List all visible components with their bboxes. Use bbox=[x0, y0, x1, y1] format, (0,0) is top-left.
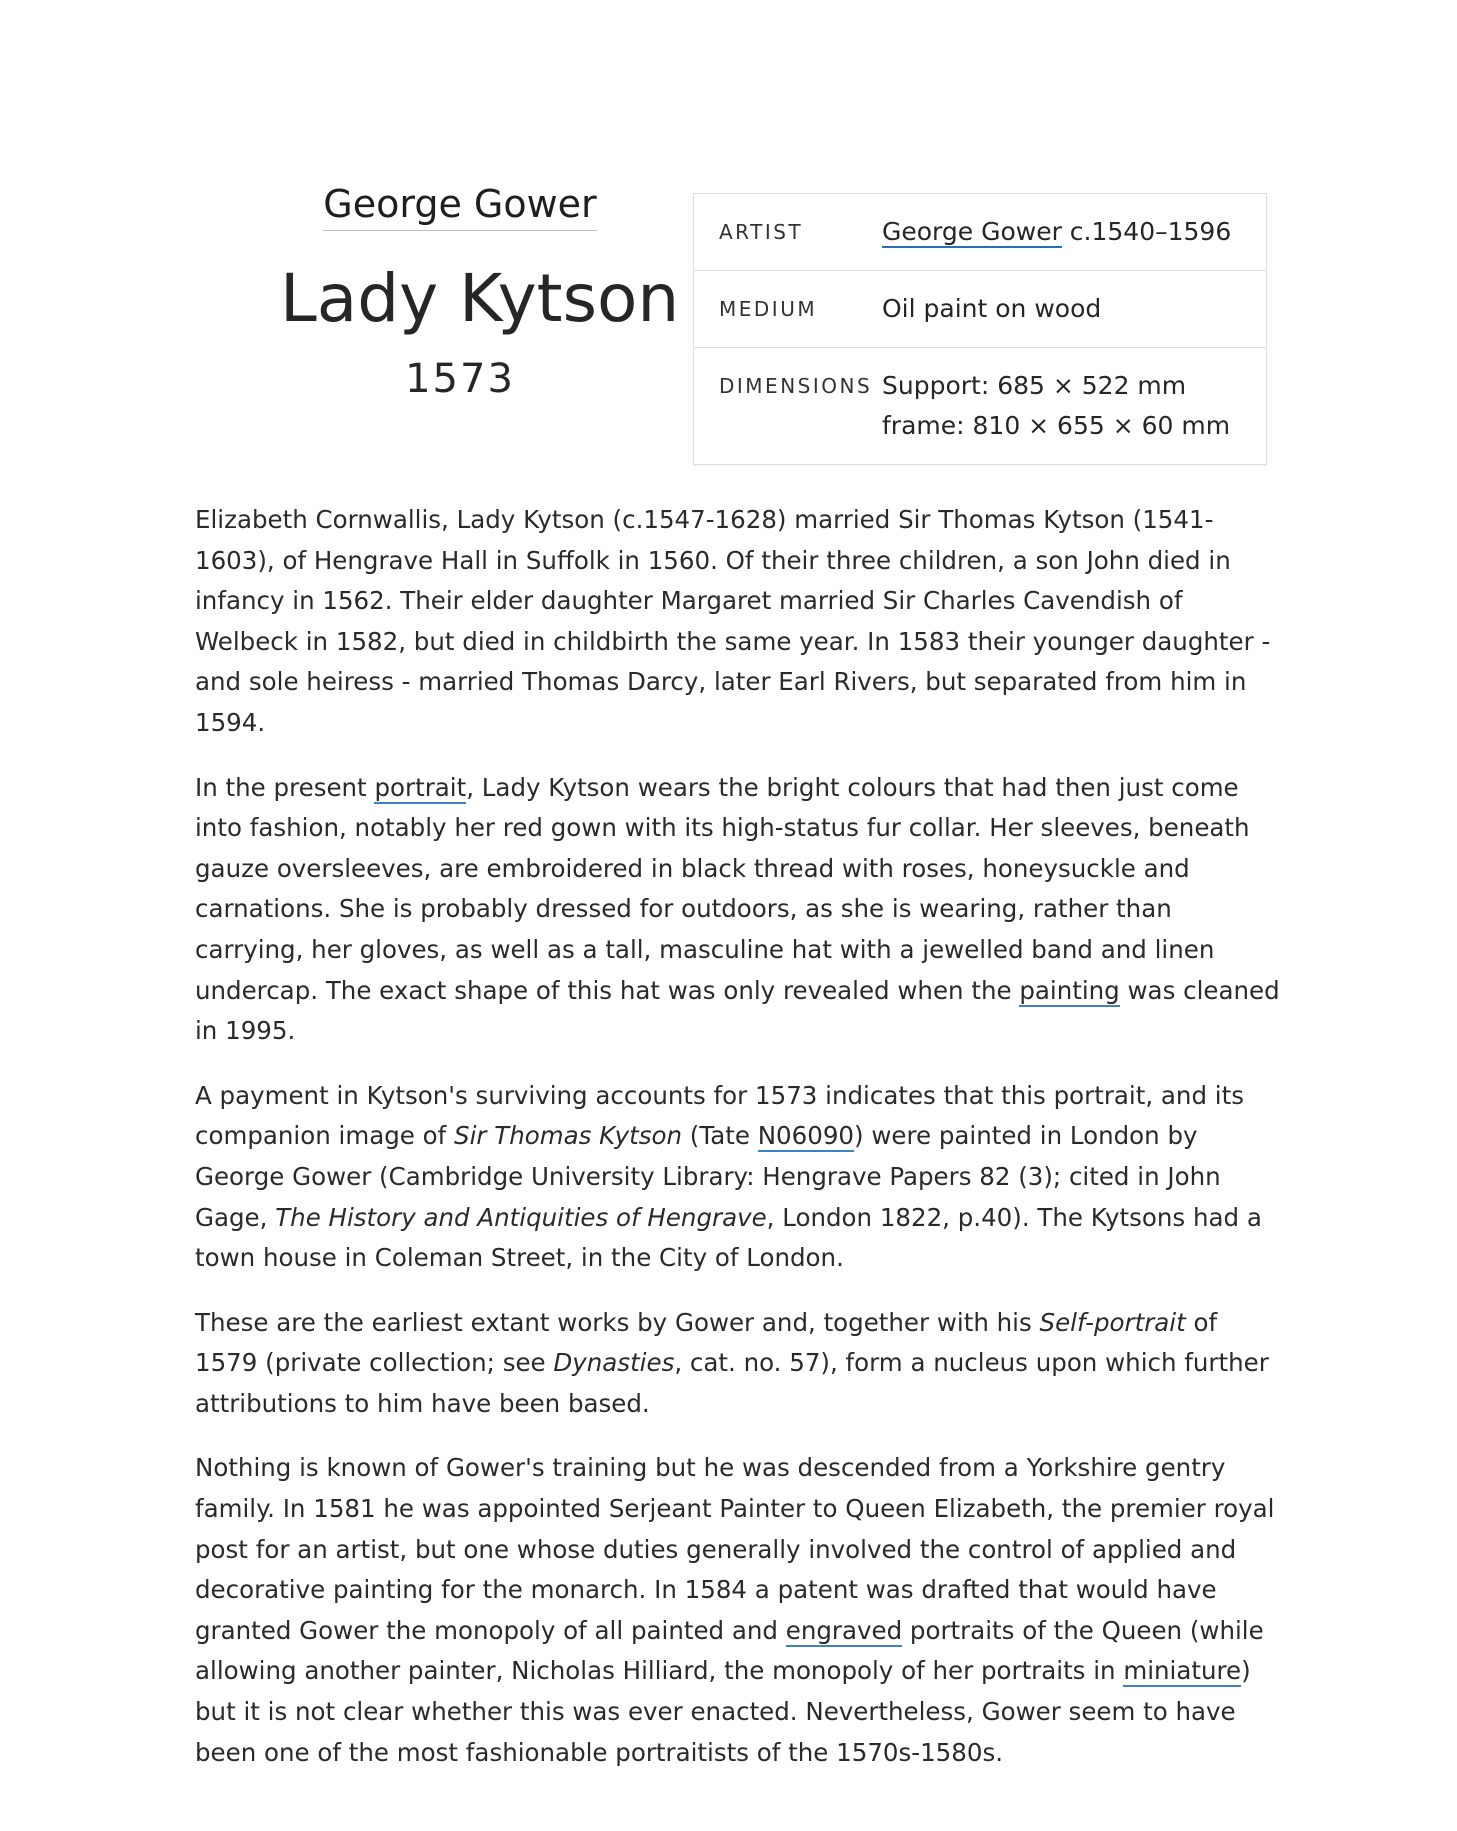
text-segment: , London 1822, p.40). The Kytsons had a town house in Coleman Street, in the City of London. bbox=[195, 1202, 1262, 1273]
metadata-label-medium: MEDIUM bbox=[719, 297, 818, 321]
metadata-artist-link[interactable]: George Gower bbox=[882, 217, 1062, 246]
text-segment: of 1579 (private collection; see bbox=[195, 1307, 1218, 1378]
metadata-row-dimensions bbox=[694, 348, 1266, 464]
text-segment: In the present bbox=[195, 772, 375, 802]
artwork-date: 1573 bbox=[405, 356, 515, 402]
text-segment: (Tate bbox=[681, 1121, 758, 1151]
paragraph-1: Elizabeth Cornwallis, Lady Kytson (c.1547-1628) married Sir Thomas Kytson (1541-1603), of Hengrave Hall in Suffolk in 1560. Of their three children, a son John died in infancy in 1562. Their elder daughter Margaret married Sir Charles Cavendish of Welbeck in 1582, but died in childbirth the same year. In 1583 their younger daughter - and sole heiress - married Thomas Darcy, later Earl Rivers, but separated from him in 1594. bbox=[195, 505, 1271, 737]
book-title-reference: Dynasties bbox=[553, 1348, 675, 1378]
metadata-value-medium: Oil paint on wood bbox=[882, 294, 1102, 323]
artwork-description bbox=[195, 500, 1280, 1797]
artwork-title-reference: Self-portrait bbox=[1039, 1307, 1186, 1337]
artwork-title: Lady Kytson bbox=[280, 260, 680, 337]
text-segment: , Lady Kytson wears the bright colours that had then just come into fashion, notably her red gown with its high-status fur collar. Her sleeves, beneath gauze oversleeves, are embroidered in black thread with roses, honeysuckle and carnations. She is probably dressed for outdoors, as she is wearing, rather than carrying, her gloves, as well as a tall, masculine hat with a jewelled band and linen undercap. The exact shape of this hat was only revealed when the bbox=[195, 772, 1250, 1005]
metadata-label-artist: ARTIST bbox=[719, 220, 804, 244]
metadata-row-medium bbox=[694, 271, 1266, 348]
text-segment: was cleaned in 1995. bbox=[195, 975, 1280, 1046]
glossary-link-portrait[interactable]: portrait bbox=[374, 772, 467, 802]
artwork-metadata-table bbox=[693, 193, 1267, 465]
artwork-reference-link[interactable]: N06090 bbox=[757, 1121, 854, 1151]
metadata-value-artist bbox=[882, 212, 1266, 252]
dimensions-support: Support: 685 × 522 mm bbox=[882, 371, 1187, 400]
book-title-reference: The History and Antiquities of Hengrave bbox=[275, 1202, 767, 1232]
text-segment: Nothing is known of Gower's training but he was descended from a Yorkshire gentry family. In 1581 he was appointed Serjeant Painter to Queen Elizabeth, the premier royal post for an artist, but one whose duties generally involved the control of applied and decorative painting for the monarch. In 1584 a patent was drafted that would have granted Gower the monopoly of all painted and bbox=[195, 1453, 1275, 1645]
metadata-artist-lifespan: c.1540–1596 bbox=[1061, 217, 1232, 246]
artist-name-link[interactable]: George Gower bbox=[323, 180, 596, 231]
dimensions-frame: frame: 810 × 655 × 60 mm bbox=[882, 411, 1231, 440]
text-segment: ) but it is not clear whether this was ever enacted. Nevertheless, Gower seem to have been one of the most fashionable portraitists of the 1570s-1580s. bbox=[195, 1656, 1251, 1767]
paragraph-3 bbox=[195, 1076, 1280, 1279]
artwork-title-reference: Sir Thomas Kytson bbox=[454, 1121, 682, 1151]
metadata-value-dimensions bbox=[882, 366, 1266, 446]
text-segment: These are the earliest extant works by Gower and, together with his bbox=[195, 1307, 1040, 1337]
metadata-label-dimensions: DIMENSIONS bbox=[719, 374, 873, 398]
glossary-link-painting[interactable]: painting bbox=[1019, 975, 1120, 1005]
text-segment: ) were painted in London by George Gower (Cambridge University Library: Hengrave Papers 82 (3); cited in John Gage, bbox=[195, 1121, 1221, 1232]
text-segment: A payment in Kytson's surviving accounts for 1573 indicates that this portrait, and its companion image of bbox=[195, 1080, 1244, 1151]
paragraph-4 bbox=[195, 1303, 1280, 1425]
metadata-row-artist bbox=[694, 194, 1266, 271]
glossary-link-miniature[interactable]: miniature bbox=[1123, 1656, 1242, 1686]
artwork-header bbox=[195, 180, 725, 403]
paragraph-5 bbox=[195, 1448, 1280, 1773]
paragraph-2 bbox=[195, 768, 1280, 1052]
text-segment: portraits of the Queen (while allowing another painter, Nicholas Hilliard, the monopoly of her portraits in bbox=[195, 1615, 1264, 1686]
text-segment: , cat. no. 57), form a nucleus upon which further attributions to him have been based. bbox=[195, 1348, 1269, 1418]
glossary-link-engraved[interactable]: engraved bbox=[785, 1615, 903, 1645]
